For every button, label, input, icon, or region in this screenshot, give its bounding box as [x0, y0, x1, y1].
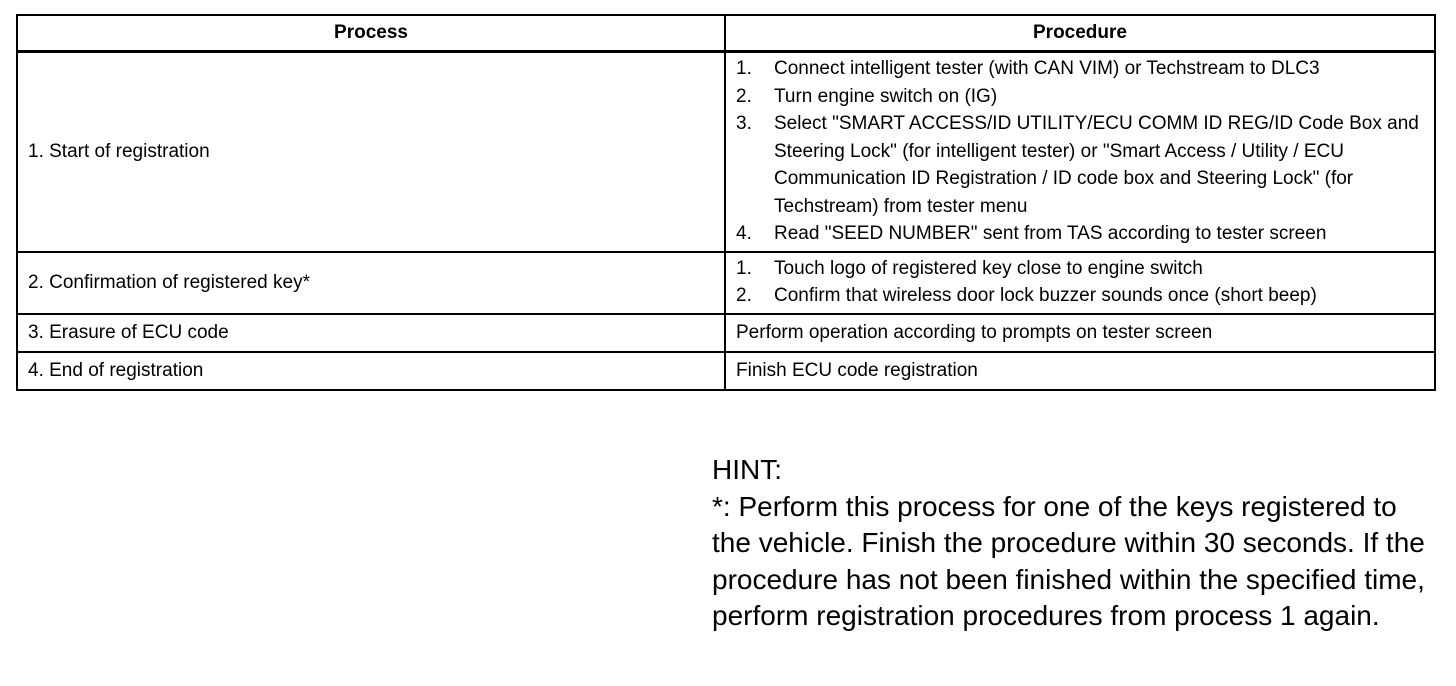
procedure-column-header: Procedure	[725, 15, 1435, 52]
procedure-step	[736, 220, 1424, 248]
table-row	[17, 352, 1435, 390]
process-cell: 3. Erasure of ECU code	[17, 314, 725, 352]
process-cell: 4. End of registration	[17, 352, 725, 390]
procedure-cell: Perform operation according to prompts on tester screen	[725, 314, 1435, 352]
procedure-step-list	[736, 55, 1424, 248]
table-row	[17, 314, 1435, 352]
step-number: 3.	[736, 113, 752, 134]
procedure-cell	[725, 252, 1435, 314]
step-text: Confirm that wireless door lock buzzer sounds once (short beep)	[774, 285, 1317, 306]
procedure-step	[736, 110, 1424, 220]
step-text: Touch logo of registered key close to engine switch	[774, 257, 1203, 279]
procedure-step	[736, 255, 1424, 283]
procedure-cell: Finish ECU code registration	[725, 352, 1435, 390]
step-number: 4.	[736, 223, 752, 244]
table-row	[17, 252, 1435, 314]
procedure-step	[736, 55, 1424, 83]
procedure-step	[736, 282, 1424, 310]
process-cell: 1. Start of registration	[17, 52, 725, 252]
process-cell: 2. Confirmation of registered key*	[17, 252, 725, 314]
procedure-step-list	[736, 255, 1424, 310]
table-row	[17, 52, 1435, 252]
step-number: 1.	[736, 257, 752, 279]
hint-text: *: Perform this process for one of the keys registered to the vehicle. Finish the procedure within 30 seconds. If the procedure has not been finished within the specified time, perform registration procedures from process 1 again.	[712, 490, 1425, 631]
procedure-step	[736, 83, 1424, 111]
hint-title: HINT:	[712, 454, 782, 485]
step-text: Read "SEED NUMBER" sent from TAS according to tester screen	[774, 223, 1327, 244]
step-text: Turn engine switch on (IG)	[774, 85, 998, 107]
step-number: 2.	[736, 85, 752, 107]
hint-note	[712, 452, 1432, 635]
step-text: Connect intelligent tester (with CAN VIM) or Techstream to DLC3	[774, 58, 1320, 79]
step-number: 2.	[736, 285, 752, 306]
step-number: 1.	[736, 58, 752, 79]
process-column-header: Process	[17, 15, 725, 52]
step-text: Select "SMART ACCESS/ID UTILITY/ECU COMM ID REG/ID Code Box and Steering Lock" (for intelligent tester) or "Smart Access / Utility / ECU Communication ID Registration / ID code box and Steering Lock" (for Techstream) from tester menu	[774, 113, 1419, 217]
registration-procedure-table	[16, 14, 1436, 391]
table-header-row	[17, 15, 1435, 52]
procedure-cell	[725, 52, 1435, 252]
